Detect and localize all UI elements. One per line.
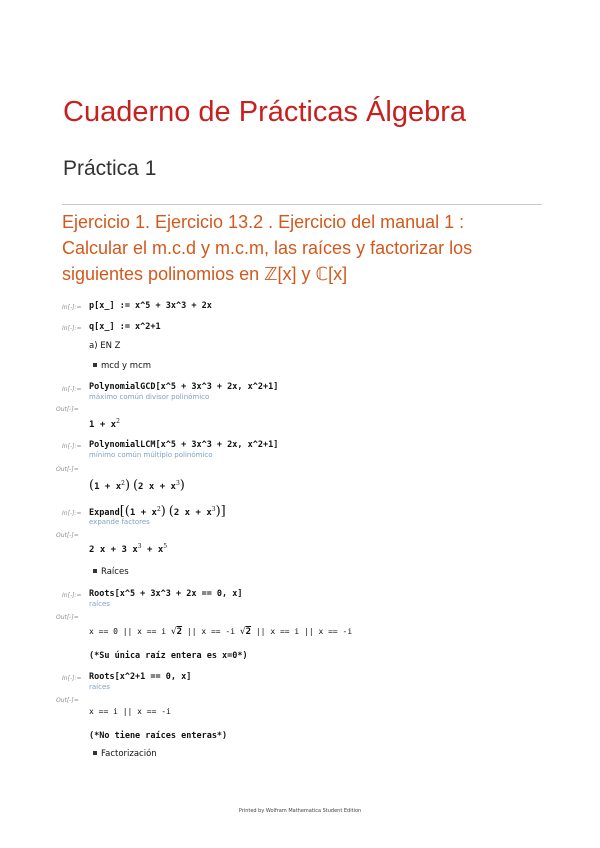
section-divider bbox=[62, 204, 542, 205]
expand-command: Expand bbox=[89, 508, 120, 518]
section-heading-line3 bbox=[62, 261, 547, 288]
function-hint-roots: raíces bbox=[89, 600, 110, 608]
output-cell-expand[interactable] bbox=[89, 543, 167, 555]
input-cell-roots-q[interactable]: Roots[x^2+1 == 0, x] bbox=[89, 672, 192, 682]
expand-out-1: 2 x + 3 x bbox=[89, 545, 138, 555]
line3-prefix: siguientes polinomios en bbox=[62, 264, 265, 284]
in-label: In[-]:= bbox=[62, 386, 82, 393]
lcm-factor-b-exp: 3 bbox=[175, 480, 180, 487]
bullet-icon bbox=[93, 569, 97, 573]
in-label: In[-]:= bbox=[62, 443, 82, 450]
input-cell-gcd[interactable]: PolynomialGCD[x^5 + 3x^3 + 2x, x^2+1] bbox=[89, 382, 279, 392]
complex-symbol: ℂ bbox=[315, 264, 329, 285]
sqrt-arg: 2 bbox=[245, 627, 252, 637]
subsection-label: mcd y mcm bbox=[101, 361, 152, 371]
function-hint-lcm: mínimo común múltiplo polinómico bbox=[89, 451, 213, 459]
function-hint-expand: expande factores bbox=[89, 518, 150, 526]
function-hint-roots: raíces bbox=[89, 683, 110, 691]
out-label: Out[-]= bbox=[56, 697, 79, 704]
subsection-label: Factorización bbox=[101, 749, 157, 759]
expand-out-1-exp: 3 bbox=[137, 543, 142, 550]
expand-out-2-exp: 5 bbox=[163, 543, 168, 550]
subsection-mcd-mcm[interactable] bbox=[93, 361, 151, 371]
print-footer: Printed by Wolfram Mathematica Student Edition bbox=[238, 808, 362, 814]
in-label: In[-]:= bbox=[62, 304, 82, 311]
lcm-factor-b: 2 x + x bbox=[138, 482, 176, 492]
out-label: Out[-]= bbox=[56, 406, 79, 413]
notebook-subtitle: Práctica 1 bbox=[63, 157, 157, 180]
output-cell-lcm[interactable]: $(1 + x^2)$ (2 $x + x^3$) bbox=[89, 478, 185, 493]
in-label: In[-]:= bbox=[62, 675, 82, 682]
input-cell-def-q[interactable]: q[x_] := x^2+1 bbox=[89, 322, 161, 332]
output-cell-roots-q[interactable]: x == i || x == -i bbox=[89, 707, 171, 716]
output-gcd-base: 1 + x bbox=[89, 420, 117, 430]
subsection-factorizacion[interactable] bbox=[93, 749, 157, 759]
lcm-factor-a-exp: 2 bbox=[121, 480, 125, 487]
text-cell-en-z[interactable]: a) EN Z bbox=[89, 341, 121, 351]
output-cell-roots-p[interactable]: x == 0 || x == i √2 || x == -i √2 || x == i || x == -i bbox=[89, 627, 353, 637]
out-label: Out[-]= bbox=[56, 466, 79, 473]
input-cell-def-p[interactable]: p[x_] := x^5 + 3x^3 + 2x bbox=[89, 301, 212, 311]
comment-cell-no-integer-roots[interactable]: (*No tiene raíces enteras*) bbox=[89, 731, 228, 741]
in-label: In[-]:= bbox=[62, 510, 82, 517]
section-heading bbox=[62, 209, 547, 288]
roots-p-part3: || x == i || x == -i bbox=[251, 627, 353, 636]
line3-suffix: [x] bbox=[328, 264, 348, 284]
out-label: Out[-]= bbox=[56, 532, 79, 539]
section-heading-line2: Calcular el m.c.d y m.c.m, las raíces y factorizar los bbox=[62, 238, 473, 258]
in-label: In[-]:= bbox=[62, 592, 82, 599]
line3-mid: [x] y bbox=[277, 264, 316, 284]
output-cell-gcd[interactable] bbox=[89, 418, 120, 430]
comment-cell-integer-root[interactable]: (*Su única raíz entera es x=0*) bbox=[89, 651, 248, 661]
input-cell-roots-p[interactable]: Roots[x^5 + 3x^3 + 2x == 0, x] bbox=[89, 589, 243, 599]
subsection-raices[interactable] bbox=[93, 567, 129, 577]
expand-arg-b-exp: 3 bbox=[211, 506, 216, 513]
integers-symbol: ℤ bbox=[264, 264, 278, 285]
out-label: Out[-]= bbox=[56, 614, 79, 621]
output-gcd-exp: 2 bbox=[116, 418, 120, 425]
roots-p-part1: x == 0 || x == i bbox=[89, 627, 167, 636]
in-label: In[-]:= bbox=[62, 325, 82, 332]
bullet-icon bbox=[93, 751, 97, 755]
subsection-label: Raíces bbox=[101, 567, 129, 577]
roots-p-part2: || x == -i bbox=[182, 627, 236, 636]
input-cell-expand[interactable]: Expand[(1 + $x^2$) (2 $x + x^3$)] bbox=[89, 504, 226, 519]
notebook-title: Cuaderno de Prácticas Álgebra bbox=[63, 96, 467, 128]
expand-arg-a: 1 + x bbox=[129, 508, 157, 518]
expand-out-2: + x bbox=[141, 545, 164, 555]
lcm-factor-a: 1 + x bbox=[94, 482, 122, 492]
expand-arg-b: 2 x + x bbox=[173, 508, 212, 518]
function-hint-gcd: máximo común divisor polinómico bbox=[89, 393, 210, 401]
section-heading-line1: Ejercicio 1. Ejercicio 13.2 . Ejercicio del manual 1 : bbox=[62, 212, 465, 232]
input-cell-lcm[interactable]: PolynomialLCM[x^5 + 3x^3 + 2x, x^2+1] bbox=[89, 440, 279, 450]
expand-arg-a-exp: 2 bbox=[156, 506, 161, 513]
bullet-icon bbox=[93, 363, 97, 367]
sqrt-arg: 2 bbox=[176, 627, 183, 637]
